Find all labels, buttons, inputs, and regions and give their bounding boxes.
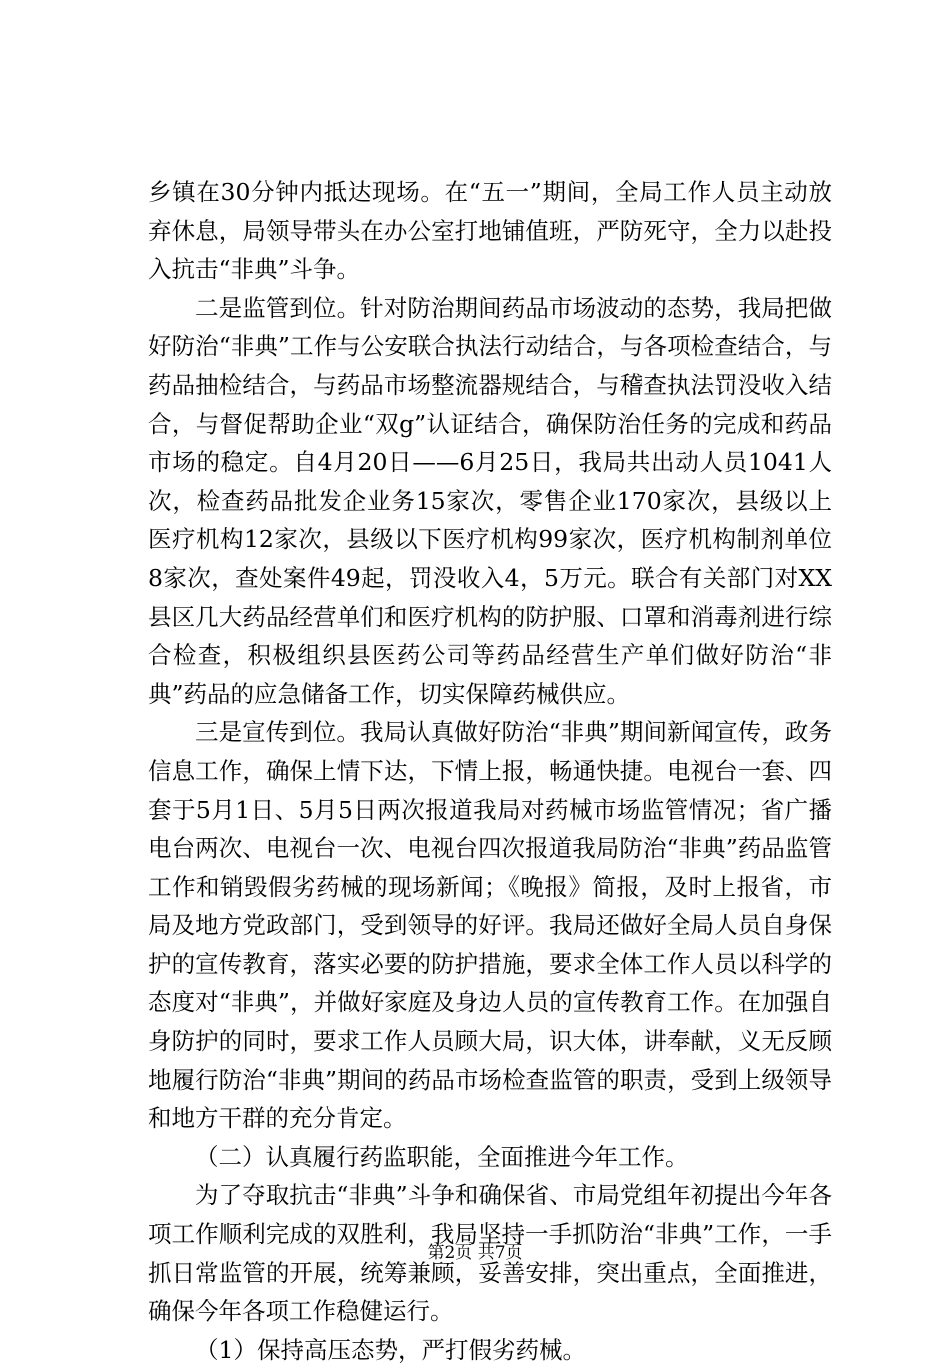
paragraph-4: 为了夺取抗击“非典”斗争和确保省、市局党组年初提出今年各项工作顺利完成的双胜利，我局坚持一手抓防治“非典”工作，一手抓日常监管的开展，统筹兼顾，妥善安排，突出重点，全面推进，确保今年各项工作稳健运行。: [148, 1181, 832, 1326]
section-heading-2: （二）认真履行药监职能，全面推进今年工作。: [195, 1142, 689, 1171]
paragraph-3: 三是宣传到位。我局认真做好防治“非典”期间新闻宣传，政务信息工作，确保上情下达，下情上报，畅通快捷。电视台一套、四套于5月1日、5月5日两次报道我局对药械市场监管情况；省广播电台两次、电视台一次、电视台四次报道我局防治“非典”药品监管工作和销毁假劣药械的现场新闻；《晚报》简报，及时上报省，市局及地方党政部门，受到领导的好评。我局还做好全局人员自身保护的宣传教育，落实必要的防护措施，要求全体工作人员以科学的态度对“非典”，并做好家庭及身边人员的宣传教育工作。在加强自身防护的同时，要求工作人员顾大局，识大体，讲奉献，义无反顾地履行防治“非典”期间的药品市场检查监管的职责，受到上级领导和地方干群的充分肯定。: [148, 718, 832, 1133]
subsection-heading-1: （1）保持高压态势，严打假劣药械。: [195, 1335, 586, 1364]
page-footer: 第2页 共7页: [427, 1243, 523, 1263]
paragraph-1: 乡镇在30分钟内抵达现场。在“五一”期间，全局工作人员主动放弃休息，局领导带头在办公室打地铺值班，严防死守，全力以赴投入抗击“非典”斗争。: [148, 178, 832, 284]
document-body: [148, 173, 832, 1369]
paragraph-2: 二是监管到位。针对防治期间药品市场波动的态势，我局把做好防治“非典”工作与公安联合执法行动结合，与各项检查结合，与药品抽检结合，与药品市场整流器规结合，与稽查执法罚没收入结合，与督促帮助企业“双g”认证结合，确保防治任务的完成和药品市场的稳定。自4月20日——6月25日，我局共出动人员1041人次，检查药品批发企业务15家次，零售企业170家次，县级以上医疗机构12家次，县级以下医疗机构99家次，医疗机构制剂单位8家次，查处案件49起，罚没收入4，5万元。联合有关部门对XX县区几大药品经营单们和医疗机构的防护服、口罩和消毒剂进行综合检查，积极组织县医药公司等药品经营生产单们做好防治“非典”药品的应急储备工作，切实保障药械供应。: [148, 293, 832, 708]
